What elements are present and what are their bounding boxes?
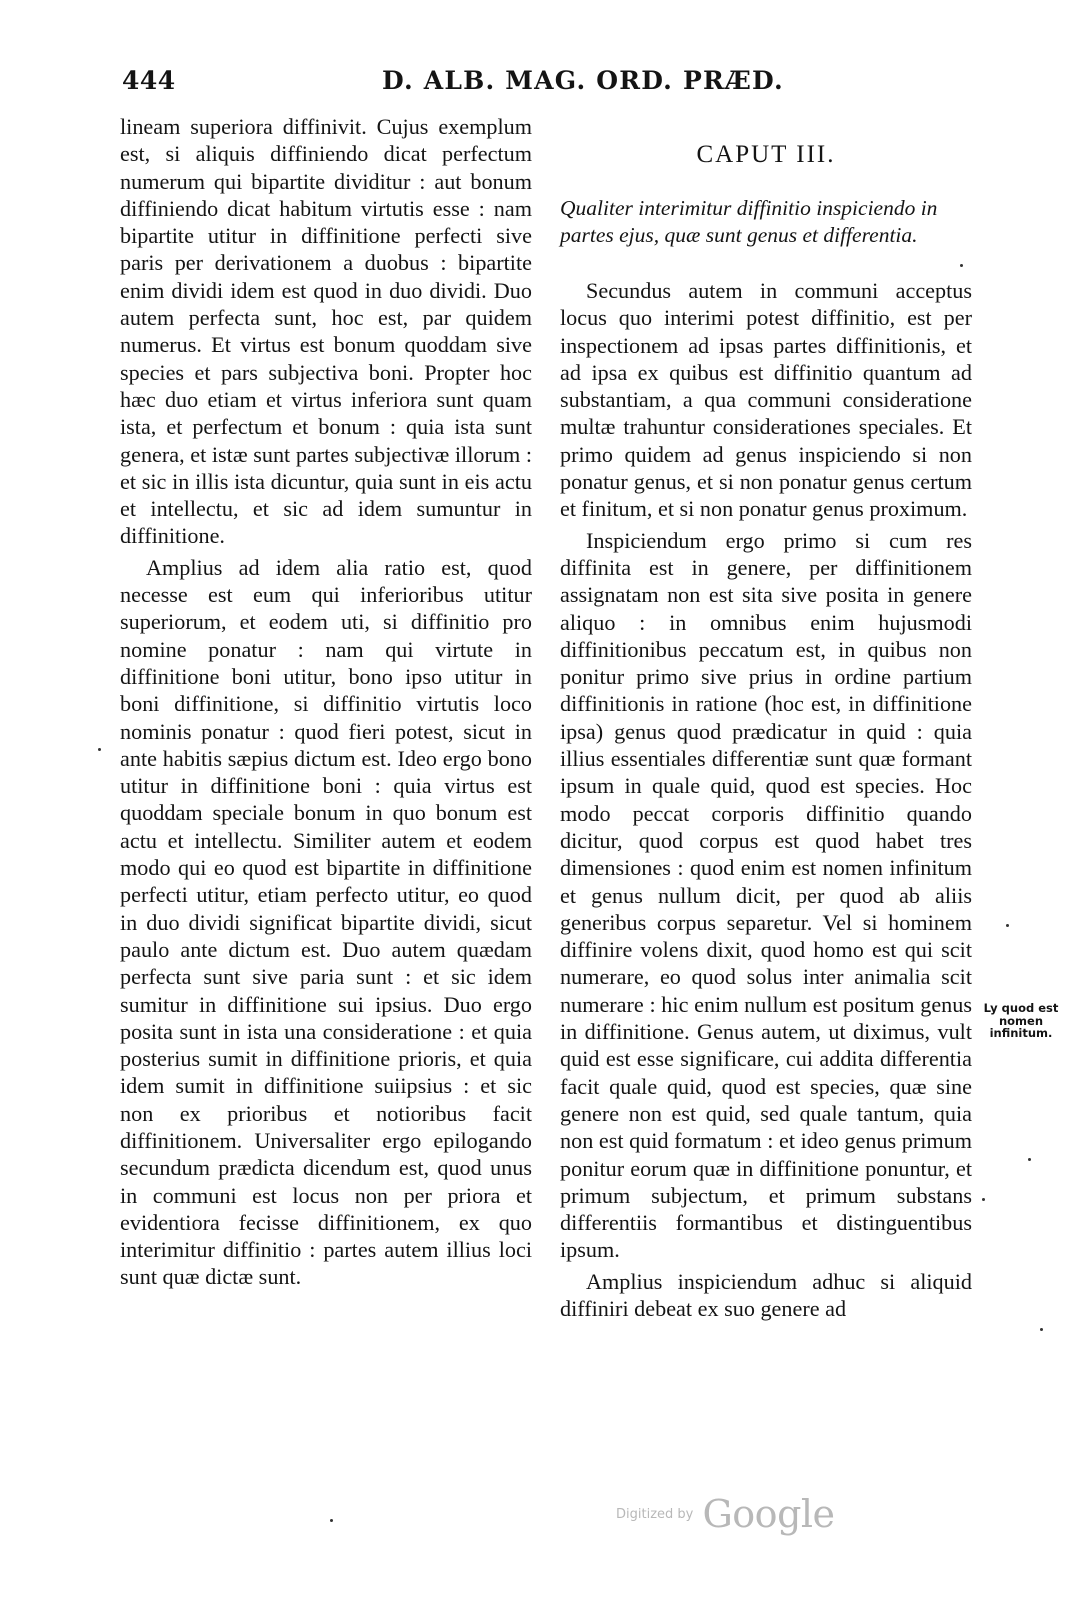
right-column bbox=[560, 141, 972, 1326]
right-paragraph-2: Inspiciendum ergo primo si cum res diffinita est in genere, per diffinitionem assignatam non est sita sive posita in genere aliquo : in omnibus enim hujusmodi diffinitionibus peccatum est, in quibus non ponitur primo sive prius in ordine partium diffinitionis in ratione (hoc est, in diffinitione ipsa) genus quod prædicatur in quid : quia illius essentiales differentiæ sunt quæ formant ipsum in quale quid, quod est species. Hoc modo peccat corporis diffinitio quando dicitur, quod corpus est quod habet tres dimensiones : quod enim est nomen infinitum et genus nullum dicit, per quod ab aliis generibus corpus separetur. Vel si hominem diffinire volens dixit, quod homo est qui scit numerare, eo quod solus inter animalia scit numerare : hic enim nullum est positum genus in diffinitione. Genus autem, ut diximus, vult quid est esse significare, cui addita differentia facit quale quid, quod est species, quæ sine genere non est quid, sed quale tantum, quia non est quid formatum : et ideo genus primum ponitur eorum quæ in diffinitione ponuntur, et primum subjectum, et primum substans differentiis formantibus et distinguentibus ipsum. bbox=[560, 527, 972, 1263]
google-logo: Google bbox=[702, 1492, 835, 1536]
chapter-heading: CAPUT III. bbox=[696, 141, 836, 168]
left-paragraph-1: lineam superiora diffinivit. Cujus exemplum est, si aliquis diffiniendo dicat perfectum numerum qui bipartite dividitur : aut bonum diffiniendo dicat habitum virtutis esse : nam bipartite utitur in diffinitione perfecti sive paris per derivationem a duobus : bipartite enim dividi idem est quod in duo dividi. Duo autem perfecta sunt, hoc est, par quidem numerus. Et virtus est bonum quoddam sive species et pars subjectiva boni. Propter hoc hæc duo etiam et virtus inferiora sunt quam ista, et perfectum et bonum : quia ista sunt genera, et istæ sunt partes subjectivæ illorum : et sic in illis ista dicuntur, quia sunt in eis actu et intellectu, et sic ad idem sumuntur in diffinitione. bbox=[120, 114, 532, 549]
ink-speck bbox=[1028, 1158, 1031, 1161]
right-paragraph-3: Amplius inspiciendum adhuc si aliquid diffiniri debeat ex suo genere ad bbox=[560, 1268, 972, 1321]
marginal-note: Ly quod est nomen infinitum. bbox=[983, 1001, 1059, 1040]
ink-speck bbox=[1040, 1328, 1043, 1331]
right-paragraph-1: Secundus autem in communi acceptus locus quo interimi potest diffinitio, est per inspectionem ad ipsas partes diffinitionis, et ad ipsa ex quibus est diffinitio quantum ad substantiam, a qua communi consideratione multæ trahuntur considerationes speciales. Et primo quidem ad genus inspiciendo si non ponatur genus, et si non ponatur genus certum et finitum, et si non ponatur genus proximum. bbox=[560, 278, 972, 522]
left-paragraph-2: Amplius ad idem alia ratio est, quod necesse est eum qui inferioribus utitur superiorum, et eodem uti, si diffinitio pro nomine ponatur : nam qui virtute in diffinitione boni utitur, bono ipso utitur in boni diffinitione, si diffinitio virtutis loco nominis ponatur : quod fieri potest, sicut in ante habitis sæpius dictum est. Ideo ergo bono utitur in diffinitione boni : quia virtus est quoddam speciale bonum in quo bonum est actu et intellectu. Similiter autem et eodem modo qui eo quod est bipartite in diffinitione perfecti utitur, etiam perfecto utitur, eo quod in duo dividi significat bipartite dividi, sicut paulo ante dictum est. Duo autem quædam perfecta sunt sive paria sunt : et sic idem sumitur in diffinitione sui ipsius. Duo ergo posita sunt in ista una consideratione : et quia posterius sumit in diffinitione prioris, et quia idem sumit in diffinitione suiipsius : et sic non ex prioribus et notioribus facit diffinitionem. Universaliter ergo epilogando secundum prædicta dicendum est, quod unus in communi est locus non per priora et evidentiora fecisse diffinitionem, ex quo interimitur diffinitio : partes autem illius loci sunt quæ dictæ sunt. bbox=[120, 554, 532, 1290]
digitization-watermark bbox=[616, 1492, 835, 1542]
left-column bbox=[120, 113, 532, 1295]
ink-speck bbox=[1006, 924, 1009, 927]
ink-speck bbox=[98, 748, 101, 751]
ink-speck bbox=[960, 264, 963, 267]
page-number: 444 bbox=[122, 66, 176, 95]
watermark-prefix: Digitized by bbox=[616, 1506, 694, 1522]
running-head bbox=[122, 66, 950, 100]
chapter-subtitle: Qualiter interimitur diffinitio inspiciendo in partes ejus, quæ sunt genus et differentia. bbox=[560, 196, 938, 247]
running-title: D. ALB. MAG. ORD. PRÆD. bbox=[382, 66, 784, 95]
ink-speck bbox=[982, 1198, 985, 1201]
ink-speck bbox=[330, 1519, 333, 1522]
